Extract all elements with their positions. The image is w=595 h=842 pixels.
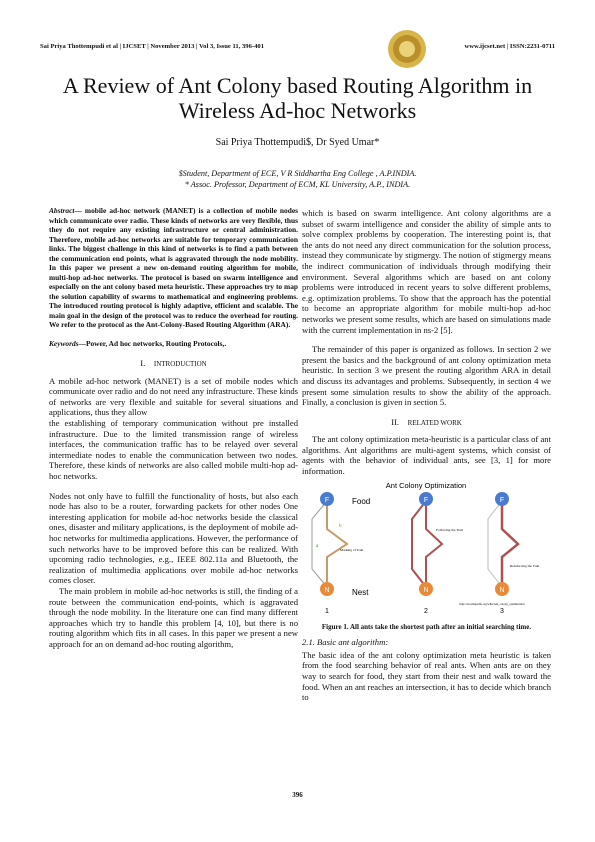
- left-column: [49, 206, 298, 659]
- basic-algorithm-paragraph: The basic idea of the ant colony optimization meta heuristic is taken from the food searching behavior of real ants. When ants are on they way to search for food, they start from their nest and walk toward the food. When an ant reaches an intersection, it has to decide which branch to: [302, 649, 551, 703]
- keywords-text: Power, Ad hoc networks, Routing Protocols,.: [85, 338, 227, 348]
- paper-title: A Review of Ant Colony based Routing Algorithm in Wireless Ad-hoc Networks: [62, 73, 533, 123]
- keywords-label: Keywords—: [49, 338, 86, 348]
- intro-paragraph-3: The main problem in mobile ad-hoc networks is still, the finding of a route between the communication end-points, which is aggravated through the node mobility. In the literature one can find many different approaches which try to handle this problem [4, 10], but there is no routing algorithm which fits in all cases. In this paper we present a new approach for an on demand ad-hoc routing algorithm,: [49, 585, 298, 649]
- figure-source-url: http://en.wikipedia.org/wiki/Ant_colony_optimization: [459, 601, 525, 606]
- abstract-text: mobile ad-hoc network (MANET) is a collection of mobile nodes which communicate over radio. These kinds of networks are very flexible, thus they do not require any existing infrastructure or central administration. Therefore, mobile ad-hoc networks are suitable for temporary communication links. The biggest challenge in this kind of networks is to find a path between the communication end points, what is aggravated through the node mobility. In this paper we present a new on-demand routing algorithm for mobile, multi-hop ad-hoc networks. The protocol is based on swarm intelligence and especially on the ant colony based meta heuristic. These approaches try to map the solution capability of swarms to mathematical and engineering problems. The introduced routing protocol is highly adaptive, efficient and scalable. The main goal in the design of the protocol was to reduce the overhead for routing. We refer to the protocol as the Ant-Colony-Based Routing Algorithm (ARA).: [49, 206, 298, 329]
- svg-text:Reinforcing the Trail: Reinforcing the Trail: [510, 563, 540, 568]
- svg-text:b: b: [339, 523, 342, 529]
- svg-text:a: a: [316, 543, 319, 549]
- keywords: [49, 339, 298, 350]
- figure-panel-3: [488, 492, 539, 615]
- subsection-heading: 2.1. Basic ant algorithm:: [302, 637, 389, 648]
- affiliation-1: $Student, Department of ECE, V R Siddhartha Eng College , A.P.INDIA.: [178, 169, 417, 178]
- food-label: Food: [352, 496, 371, 506]
- intro-paragraph-1b: the establishing of temporary communication without pre installed infrastructure. Due to the limited transmission range of wireless interfaces, the communication traffic has to be relayed over several intermediate nodes to enable the communication between two nodes. Therefore, these kinds of networks are also called mobile multi-hop ad-hoc networks.: [49, 418, 298, 482]
- figure-graphic: [302, 479, 551, 619]
- figure-caption: Figure 1. All ants take the shortest path after an initial searching time.: [321, 622, 532, 631]
- abstract: [49, 206, 298, 330]
- related-paragraph-1: The ant colony optimization meta-heuristic is a particular class of ant algorithms. Ant algorithms are multi-agent systems, which consist of agents with the behavior of individual ants, see [3, 1] for more information.: [302, 434, 551, 477]
- svg-text:Following the Trail: Following the Trail: [436, 527, 464, 532]
- intro-paragraph-1: A mobile ad-hoc network (MANET) is a set of mobile nodes which communicate over radio and do not need any infrastructure. These kinds of networks are very flexible and suitable for several situations and applications, thus they allow: [49, 375, 298, 418]
- svg-text:N: N: [423, 586, 429, 594]
- section-heading-introduction: I. INTRODUCTION: [140, 358, 207, 369]
- affiliation-2: * Assoc. Professor, Department of ECM, KL University, A.P., INDIA.: [184, 180, 411, 189]
- section-heading-related-work: II. RELATED WORK: [391, 416, 462, 427]
- intro-paragraph-2: Nodes not only have to fulfill the functionality of hosts, but also each node has also to be a router, forwarding packets for other nodes One interesting application for mobile ad-hoc networks beside the classical ones, disaster and military applications, is the deployment of mobile ad-hoc networks for multimedia applications. However, the performance of such networks have to be improved before this can be realized. With upcoming radio technologies, e.g., IEEE 802.11a and Bluetooth, the realization of multimedia applications over mobile ad-hoc networks comes closer.: [49, 490, 298, 586]
- paper-authors: Sai Priya Thottempudi$, Dr Syed Umar*: [215, 137, 380, 148]
- figure-panel-1: [312, 492, 370, 615]
- nest-label: Nest: [352, 587, 369, 597]
- svg-text:Marking of Trail: Marking of Trail: [340, 547, 364, 552]
- svg-text:F: F: [324, 496, 330, 504]
- svg-text:N: N: [324, 586, 330, 594]
- svg-text:N: N: [499, 586, 505, 594]
- right-column: [302, 208, 551, 712]
- right-paragraph-2: The remainder of this paper is organized as follows. In section 2 we present the basics and the background of ant colony optimization meta heuristic. In section 3 we present the routing algorithm ARA in detail and discuss its advantages and problems. Subsequently, in section 4 we present some simulation results to show the ability of the approach. Finally, a conclusion is given in section 5.: [302, 344, 551, 408]
- running-header-right: www.ijcset.net | ISSN:2231-0711: [464, 43, 555, 50]
- right-paragraph-1: which is based on swarm intelligence. Ant colony algorithms are a subset of swarm intelligence and consider the ability of simple ants to solve complex problems by cooperation. The interesting point is, that the ants do not need any direct communication for the solution process, instead they communicate by stigmergy. The notion of stigmergy means the indirect communication of individuals through modifying their environment. Several algorithms which are based on ant colony problems were introduced in recent years to solve different problems, e.g. optimization problems. To show that the approach has the potential to become an appropriate algorithm for mobile multi-hop ad-hoc networks we present some results, which are based on simulations made with the current implementation in ns-2 [5].: [302, 208, 551, 335]
- figure-ant-colony: [302, 479, 551, 619]
- panel-number-2: 2: [424, 607, 428, 615]
- svg-text:F: F: [423, 496, 429, 504]
- page-number: 396: [292, 791, 303, 799]
- figure-panel-2: [412, 492, 463, 615]
- abstract-label: Abstract—: [49, 206, 82, 215]
- journal-logo: [386, 28, 428, 70]
- figure-title: Ant Colony Optimization: [385, 480, 467, 490]
- svg-text:F: F: [499, 496, 505, 504]
- running-header-left: Sai Priya Thottempudi et al | IJCSET | November 2013 | Vol 3, Issue 11, 396-401: [40, 43, 264, 50]
- panel-number-1: 1: [325, 607, 329, 615]
- panel-number-3: 3: [500, 607, 504, 615]
